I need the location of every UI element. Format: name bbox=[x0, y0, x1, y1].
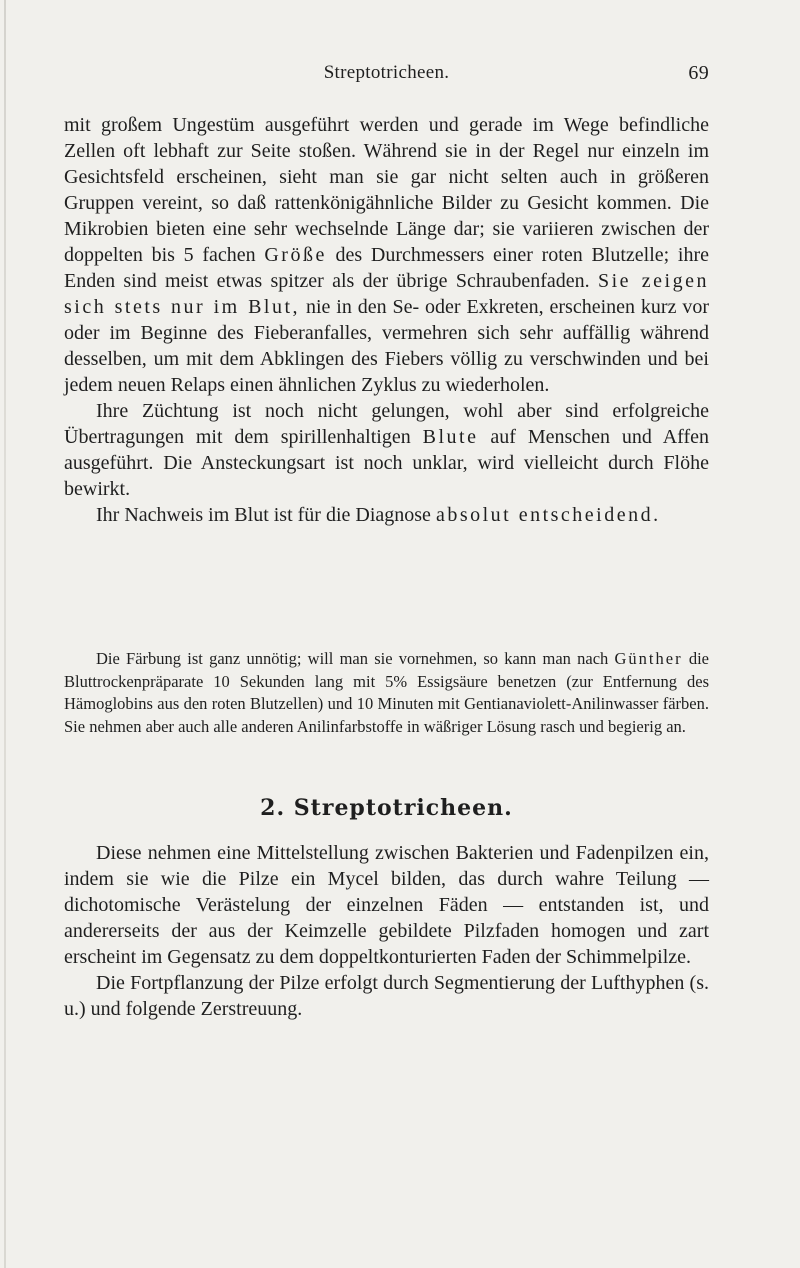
paragraph-text: Ihre Züchtung ist noch nicht gelungen, wohl aber sind erfolgreiche Übertragungen mit dem spirillenhaltigen bbox=[64, 400, 709, 448]
section-heading: 2. Streptotricheen. bbox=[260, 795, 513, 821]
top-text-block bbox=[64, 112, 709, 528]
page-number: 69 bbox=[688, 62, 709, 84]
small-print-block bbox=[64, 648, 709, 738]
emphasized-text: Sie zeigen sich stets nur im Blut, bbox=[64, 270, 709, 318]
paragraph-text: nie in den Se- oder Exkreten, erscheinen kurz vor oder im Beginne des Fieberanfalles, vermehren sich sehr auffällig während desselben, um mit dem Abklingen des Fiebers völlig zu verschwinden und bei jedem neuen Relaps einen ähnlichen Zyklus zu wiederholen. bbox=[64, 296, 710, 396]
running-head bbox=[64, 62, 709, 88]
small-print-text: Die Färbung ist ganz unnötig; will man sie vornehmen, so kann man nach bbox=[96, 649, 615, 668]
paragraph-text: auf Menschen und Affen ausgeführt. Die Ansteckungsart ist noch unklar, wird vielleicht durch Flöhe bewirkt. bbox=[64, 426, 709, 500]
paragraph-text: mit großem Ungestüm ausgeführt werden und gerade im Wege befindliche Zellen oft lebhaft zur Seite stoßen. Während sie in der Regel nur einzeln im Gesichtsfeld erscheinen, sieht man sie gar nicht selten auch in größeren Gruppen vereint, so daß rattenkönigähnliche Bilder zu Gesicht kommen. Die Mikrobien bieten eine sehr wechselnde Länge dar; sie variieren zwischen der doppelten bis 5 fachen bbox=[64, 114, 709, 266]
author-name: Günther bbox=[614, 649, 683, 668]
emphasized-text: Größe bbox=[264, 244, 327, 266]
paragraph-reproduction: Die Fortpflanzung der Pilze erfolgt durch Segmentierung der Lufthyphen (s. u.) und folgende Zerstreuung. bbox=[64, 972, 709, 1020]
running-title: Streptotricheen. bbox=[323, 62, 450, 83]
page-edge-shadow bbox=[4, 0, 6, 1268]
section-text-block bbox=[64, 840, 709, 1022]
emphasized-text: absolut entscheidend. bbox=[435, 504, 661, 526]
paragraph-text: des Durchmessers einer roten Blutzelle; ihre Enden sind meist etwas spitzer als der übrige Schraubenfaden. bbox=[64, 244, 710, 292]
paragraph-streptotricheen-intro: Diese nehmen eine Mittelstellung zwischen Bakterien und Fadenpilzen ein, indem sie wie die Pilze ein Mycel bilden, das durch wahre Teilung — dichotomische Verästelung der einzelnen Fäden — entstanden ist, und andererseits der aus der Keimzelle gebildete Pilzfaden homogen und zart erscheint im Gegensatz zu dem doppeltkonturierten Faden der Schimmelpilze. bbox=[64, 842, 709, 968]
small-print-text: die Bluttrockenpräparate 10 Sekunden lang mit 5% Essigsäure benetzen (zur Entfernung des Hämoglobins aus den roten Blutzellen) und 10 Minuten mit Gentianaviolett-Anilinwasser färben. Sie nehmen aber auch alle anderen Anilinfarbstoffe in wäßriger Lösung rasch und begierig an. bbox=[64, 649, 709, 736]
paragraph-text: Ihr Nachweis im Blut ist für die Diagnose bbox=[96, 504, 436, 526]
paragraph-diagnosis bbox=[64, 502, 709, 528]
paragraph-spirochete-description bbox=[64, 112, 709, 398]
paragraph-cultivation bbox=[64, 398, 709, 502]
paragraph-staining bbox=[64, 648, 709, 738]
emphasized-text: Blute bbox=[422, 426, 479, 448]
